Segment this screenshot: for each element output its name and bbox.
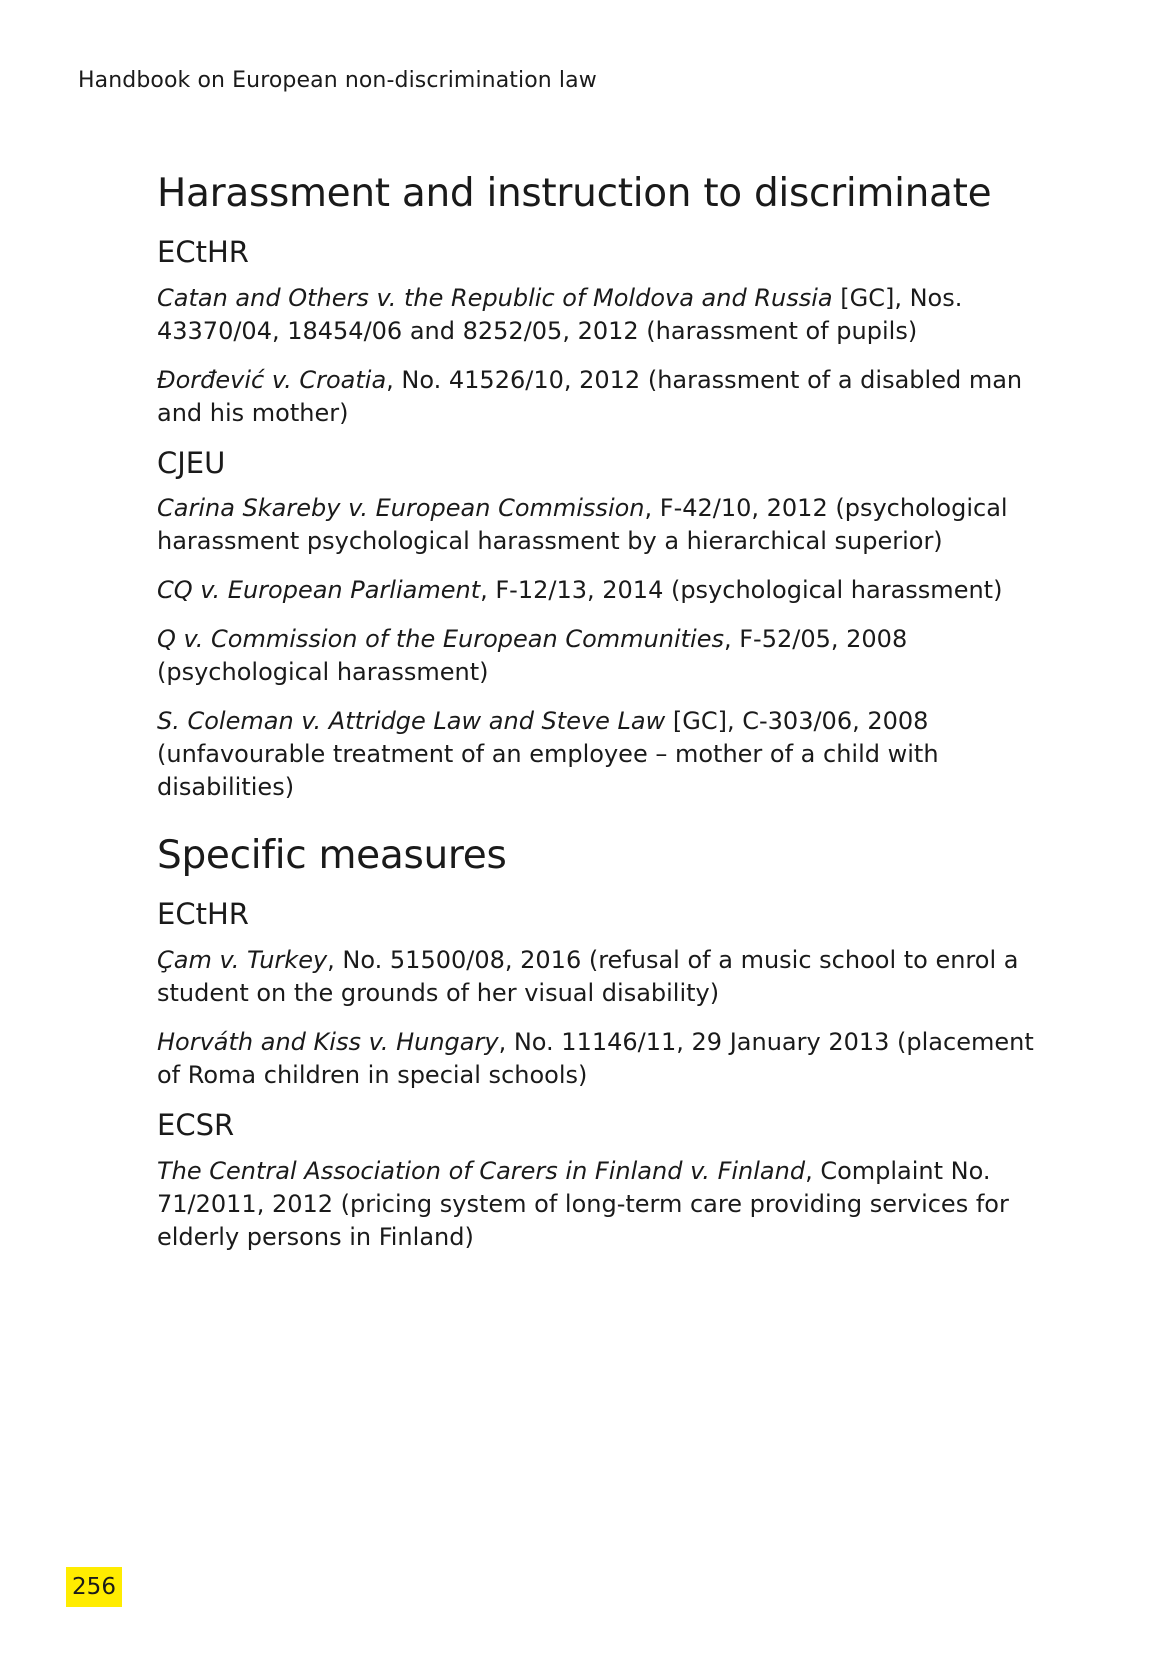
case-entry	[157, 574, 1057, 607]
section-harassment	[157, 172, 1057, 804]
case-entry	[157, 492, 1057, 558]
case-entry	[157, 705, 1057, 804]
page-content	[157, 172, 1057, 1270]
group-title: ECtHR	[157, 234, 249, 269]
case-name: S. Coleman v. Attridge Law and Steve Law	[157, 707, 666, 736]
case-details: [GC], Nos. 43370/04, 18454/06 and 8252/05, 2012 (harassment of pupils)	[157, 283, 963, 345]
case-entry	[157, 364, 1057, 430]
case-details: , F-12/13, 2014 (psychological harassment)	[480, 576, 1003, 605]
group-title: ECSR	[157, 1108, 235, 1143]
case-name: Horváth and Kiss v. Hungary	[157, 1028, 499, 1057]
case-name: CQ v. European Parliament	[157, 576, 481, 605]
case-entry	[157, 944, 1057, 1010]
section-title: Specific measures	[157, 833, 507, 879]
running-header: Handbook on European non-discrimination law	[78, 68, 597, 93]
case-details: , No. 11146/11, 29 January 2013 (placement of Roma children in special schools)	[157, 1028, 1034, 1090]
case-name: Q v. Commission of the European Communities	[157, 625, 724, 654]
group-ecthr	[157, 235, 1057, 430]
case-name: Carina Skareby v. European Commission	[157, 494, 645, 523]
case-entry	[157, 282, 1057, 348]
case-entry	[157, 1155, 1057, 1254]
case-entry	[157, 623, 1057, 689]
case-details: , No. 41526/10, 2012 (harassment of a disabled man and his mother)	[157, 365, 1023, 427]
case-name: Çam v. Turkey	[157, 946, 328, 975]
case-name: Đorđević v. Croatia	[157, 365, 387, 394]
group-title: CJEU	[157, 445, 226, 480]
case-name: The Central Association of Carers in Finland v. Finland	[157, 1156, 806, 1185]
group-ecthr	[157, 897, 1057, 1092]
case-entry	[157, 1026, 1057, 1092]
case-name: Catan and Others v. the Republic of Moldova and Russia	[157, 283, 833, 312]
section-title: Harassment and instruction to discriminate	[157, 171, 992, 216]
group-ecsr	[157, 1108, 1057, 1254]
case-details: , F-52/05, 2008 (psychological harassment)	[157, 625, 908, 687]
page-number-badge: 256	[66, 1567, 122, 1607]
group-title: ECtHR	[157, 897, 249, 932]
group-cjeu	[157, 446, 1057, 805]
case-details: , Complaint No. 71/2011, 2012 (pricing system of long-term care providing services for elderly persons in Finland)	[157, 1156, 1009, 1251]
section-specific-measures	[157, 834, 1057, 1253]
case-details: [GC], C-303/06, 2008 (unfavourable treatment of an employee – mother of a child with disabilities)	[157, 707, 939, 802]
case-details: , F-42/10, 2012 (psychological harassment psychological harassment by a hierarchical superior)	[157, 494, 1008, 556]
case-details: , No. 51500/08, 2016 (refusal of a music school to enrol a student on the grounds of her visual disability)	[157, 946, 1019, 1008]
